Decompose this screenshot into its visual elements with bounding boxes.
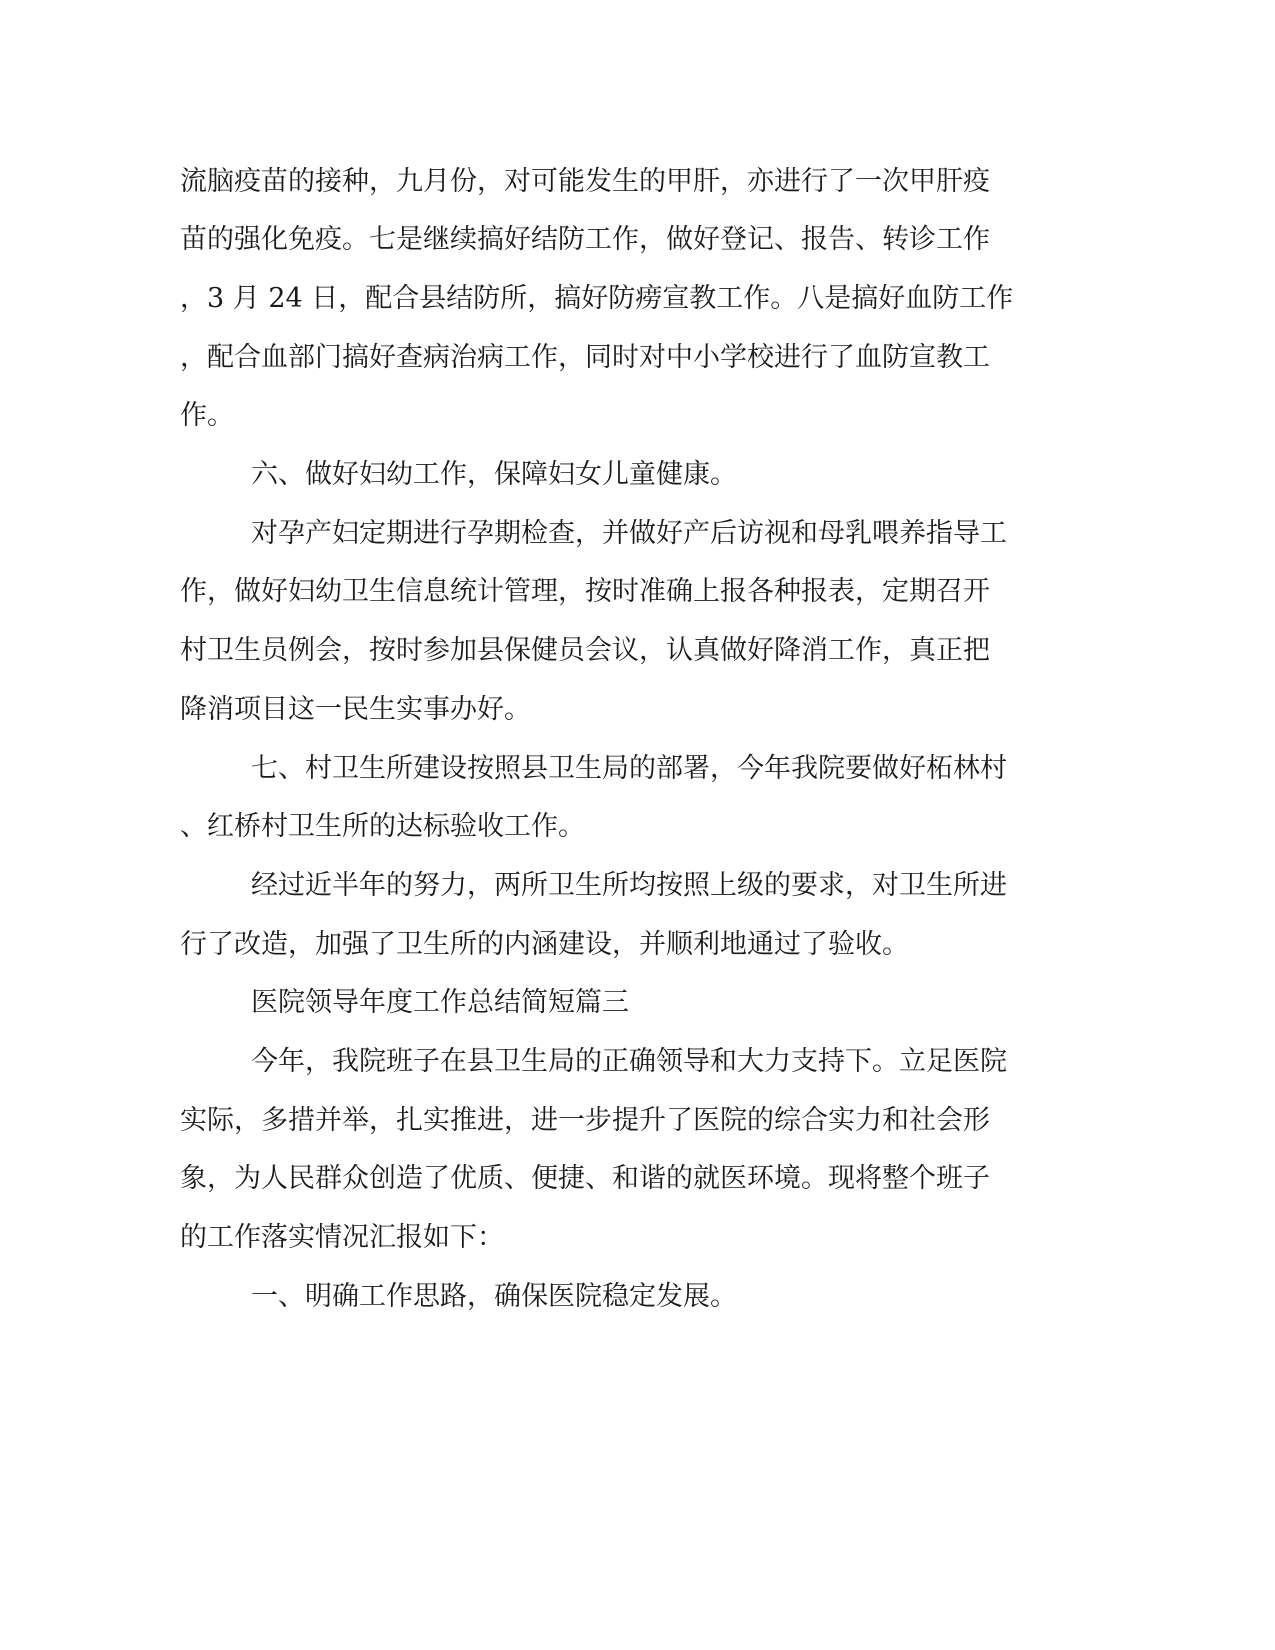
section-heading: 一、明确工作思路，确保医院稳定发展。	[251, 1281, 737, 1312]
body-text-line: 对孕产妇定期进行孕期检查，并做好产后访视和母乳喂养指导工	[251, 518, 1007, 549]
body-text-line: 作，做好妇幼卫生信息统计管理，按时准确上报各种报表，定期召开	[180, 576, 990, 607]
body-text-line: 降消项目这一民生实事办好。	[180, 694, 531, 725]
body-text-line: 的工作落实情况汇报如下：	[180, 1222, 504, 1253]
body-text-line: 经过近半年的努力，两所卫生所均按照上级的要求，对卫生所进	[251, 870, 1007, 901]
body-text-line: 苗的强化免疫。七是继续搞好结防工作，做好登记、报告、转诊工作	[180, 224, 990, 255]
body-text-line: ，3 月 24 日，配合县结防所，搞好防痨宣教工作。八是搞好血防工作	[180, 283, 1014, 314]
body-text-line: 实际，多措并举，扎实推进，进一步提升了医院的综合实力和社会形	[180, 1105, 990, 1136]
body-text-line: 作。	[180, 400, 234, 431]
section-heading: 七、村卫生所建设按照县卫生局的部署，今年我院要做好柘林村	[251, 753, 1007, 784]
body-text-line: 流脑疫苗的接种，九月份，对可能发生的甲肝，亦进行了一次甲肝疫	[180, 166, 990, 197]
body-text-line: 行了改造，加强了卫生所的内涵建设，并顺利地通过了验收。	[180, 929, 909, 960]
body-text-line: 象，为人民群众创造了优质、便捷、和谐的就医环境。现将整个班子	[180, 1163, 990, 1194]
body-text-line: 村卫生员例会，按时参加县保健员会议，认真做好降消工作，真正把	[180, 635, 990, 666]
article-title: 医院领导年度工作总结简短篇三	[251, 987, 629, 1018]
body-text-line: 今年，我院班子在县卫生局的正确领导和大力支持下。立足医院	[251, 1046, 1007, 1077]
body-text-line: ，配合血部门搞好查病治病工作，同时对中小学校进行了血防宣教工	[180, 342, 990, 373]
body-text-line: 、红桥村卫生所的达标验收工作。	[180, 811, 585, 842]
section-heading: 六、做好妇幼工作，保障妇女儿童健康。	[251, 459, 737, 490]
